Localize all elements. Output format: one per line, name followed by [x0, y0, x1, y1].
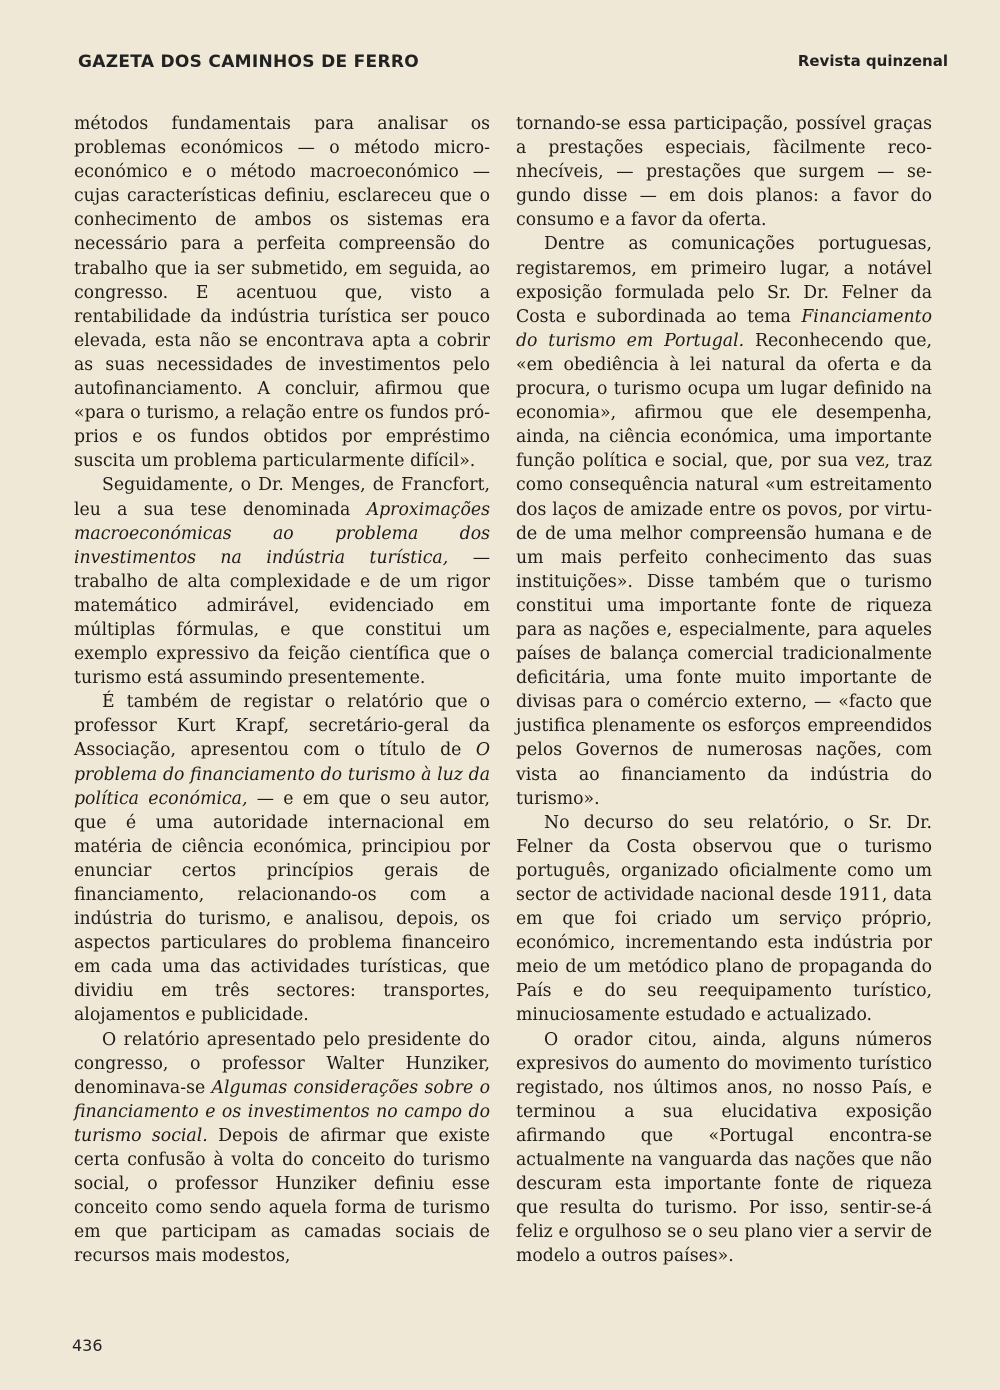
paragraph	[74, 473, 490, 690]
text-run: Dentre as comunicações portuguesas, registaremos, em primeiro lugar, a notável exposição formulada pelo Sr. Dr. Felner da Costa e subordinada ao tema	[516, 234, 932, 327]
paper-title: Aproximações macroeconómicas ao problema dos investimentos na indústria turística,	[74, 499, 490, 568]
paragraph	[74, 690, 490, 1027]
running-header	[78, 52, 948, 82]
paper-title: Algumas considerações sobre o financiamento e os investimentos no campo do turismo social.	[74, 1077, 490, 1146]
paper-title: Financiamento do turismo em Portugal.	[516, 306, 932, 351]
page-number: 436	[72, 1336, 103, 1355]
text-column-right	[516, 112, 932, 1269]
paragraph	[74, 1028, 490, 1269]
text-run: É também de registar o relatório que o professor Kurt Krapf, secretário-geral da Associação, apresentou com o título de	[74, 692, 490, 761]
paragraph: métodos fundamentais para analisar os problemas económicos — o método microeconómico e o método macroeconómico — cujas características definiu, esclareceu que o conhecimento de ambos os sistemas era necessário para a perfeita compreensão do trabalho que ia ser submetido, em seguida, ao congresso. E acentuou que, visto a rentabilidade da indústria turística ser pouco elevada, esta não se encontrava apta a cobrir as suas necessidades de investimentos pelo autofinanciamento. A concluir, afirmou que «para o turismo, a relação entre os fundos próprios e os fundos obtidos por empréstimo suscita um problema particularmente difícil».	[74, 114, 490, 472]
journal-subtitle: Revista quinzenal	[797, 52, 948, 70]
paragraph: O orador citou, ainda, alguns números expresivos do aumento do movimento turístico registado, nos últimos anos, no nosso País, e terminou a sua elucidativa exposição afirmando que «Portugal encontra-se actualmente na vanguarda das nações que não descuram esta importante fonte de riqueza que resulta do turismo. Por isso, sentir-se-á feliz e orgulhoso se o seu plano vier a servir de modelo a outros países».	[516, 1029, 932, 1267]
paragraph: tornando-se essa participação, possível graças a prestações especiais, fàcilmente reconhecíveis, — prestações que surgem — segundo disse — em dois planos: a favor do consumo e a favor da oferta.	[516, 114, 932, 231]
paragraph	[516, 232, 932, 810]
journal-title: GAZETA DOS CAMINHOS DE FERRO	[78, 52, 419, 72]
text-run: — trabalho de alta complexidade e de um rigor matemático admirável, evidenciado em múltiplas fórmulas, e que constitui um exemplo expressivo da feição científica que o turismo está assumindo presentemente.	[74, 547, 490, 689]
text-run: O relatório apresentado pelo presidente do congresso, o professor Walter Hunziker, denominava-se	[74, 1029, 490, 1098]
text-run: Seguidamente, o Dr. Menges, de Francfort, leu a sua tese denominada	[74, 475, 490, 520]
text-run: Depois de afirmar que existe certa confusão à volta do conceito do turismo social, o professor Hunziker definiu esse conceito como sendo aquela forma de turismo em que participam as camadas sociais de recursos mais modestos,	[74, 1125, 490, 1267]
paper-title: O problema do financiamento do turismo à luz da política económica,	[74, 740, 490, 809]
text-column-left	[74, 112, 490, 1269]
text-run: — e em que o seu autor, que é uma autoridade internacional em matéria de ciência económica, principiou por enunciar certos princípios gerais de financiamento, relacionando-os com a indústria do turismo, e analisou, depois, os aspectos particulares do problema financeiro em cada uma das actividades turísticas, que dividiu em três sectores: transportes, alojamentos e publicidade.	[74, 788, 490, 1026]
paragraph: No decurso do seu relatório, o Sr. Dr. Felner da Costa observou que o turismo português, organizado oficialmente como um sector de actividade nacional desde 1911, data em que foi criado um serviço próprio, económico, incrementando esta indústria por meio de um metódico plano de propaganda do País e do seu reequipamento turístico, minuciosamente estudado e actualizado.	[516, 812, 932, 1026]
text-run: Reconhecendo que, «em obediência à lei natural da oferta e da procura, o turismo ocupa um lugar definido na economia», afirmou que ele desempenha, ainda, na ciência económica, uma importante função política e social, que, por sua vez, traz como consequência natural «um estreitamento dos laços de amizade entre os povos, por virtude de uma melhor compreensão humana e de um mais perfeito conhecimento das suas instituições». Disse também que o turismo constitui uma importante fonte de riqueza para as nações e, especialmente, para aqueles países de balança comercial tradicionalmente deficitária, uma fonte muito importante de divisas para o comércio externo, — «facto que justifica plenamente os esforços empreendidos pelos Governos de numerosas nações, com vista ao financiamento da indústria do turismo».	[516, 330, 932, 809]
